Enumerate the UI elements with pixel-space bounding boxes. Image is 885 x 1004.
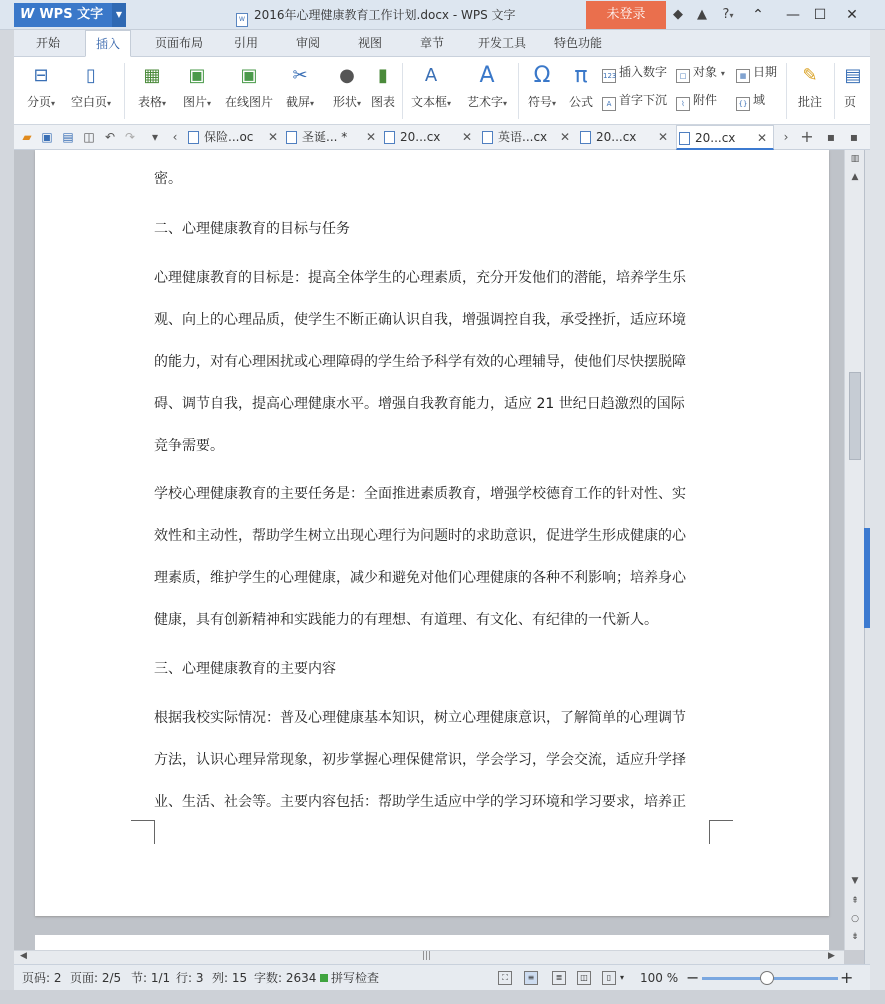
drop-cap-button[interactable]: A 首字下沉 [602,91,667,109]
tab-special-features[interactable]: 特色功能 [554,36,603,50]
background-window-edge-right [864,30,885,1004]
insert-number-button[interactable]: 123 插入数字 [602,63,667,81]
online-picture-icon: ▣ [240,65,258,86]
document-canvas[interactable] [14,150,844,950]
print-icon[interactable]: ▤ [62,130,74,144]
field-icon: {} [736,97,750,111]
scroll-up-icon[interactable]: ▲ [851,172,859,182]
tab-options-icon[interactable]: ▪ [849,130,859,144]
page-count[interactable]: 页面: 2/5 [70,971,122,985]
document-icon [286,131,297,144]
textbox-button[interactable]: A 文本框▾ [410,65,452,109]
zoom-out-icon[interactable]: − [686,968,700,987]
object-icon: □ [676,69,690,83]
close-button[interactable]: ✕ [846,7,858,23]
ribbon-insert [14,57,870,125]
header-footer-button[interactable]: ▤ 页 [840,61,860,119]
next-page-icon[interactable]: ⇟ [851,932,859,942]
table-icon: ▦ [143,65,161,86]
scroll-left-icon[interactable]: ◀ [20,951,27,961]
page-code[interactable]: 页码: 2 [22,971,62,985]
zoom-level[interactable]: 100 % [640,971,679,985]
full-screen-view-icon[interactable]: ⛶ [498,971,512,985]
doc-tab[interactable]: 保险...oc ✕ [186,125,278,150]
zoom-in-icon[interactable]: + [840,968,854,987]
vertical-scrollbar[interactable] [844,150,864,950]
close-tab-icon[interactable]: ✕ [365,130,376,144]
tab-home[interactable]: 开始 [36,36,61,50]
window-title [236,6,516,27]
wordart-icon: A [479,63,495,88]
doc-line: 学校心理健康教育的主要任务是：全面推进素质教育，增强学校德育工作的针对性、实 [154,486,686,502]
wps-logo-icon: W [20,7,35,22]
save-icon[interactable]: ▣ [41,130,53,144]
drop-cap-icon: A [602,97,616,111]
doc-line: 观、向上的心理品质，使学生不断正确认识自我，增强调控自我，承受挫折，适应环境 [154,312,686,328]
doc-line: 业、生活、社会等。主要内容包括：帮助学生适应中学的学习环境和学习要求，培养正 [154,794,686,810]
page-view-icon[interactable]: ≡ [524,971,538,985]
calendar-icon: ▦ [736,69,750,83]
symbol-button[interactable]: Ω 符号▾ [527,63,557,109]
previous-page-icon[interactable]: ⇞ [851,896,859,906]
window-title-text: 2016年心理健康教育工作计划.docx - WPS 文字 [254,8,516,22]
collapse-ribbon-button[interactable]: ⌃ [752,7,764,23]
split-view-icon[interactable]: ▥ [850,154,860,164]
page-break-button[interactable]: ⊟ 分页▾ [26,65,56,109]
row-indicator: 行: 3 [176,971,204,985]
document-icon [188,131,199,144]
document-icon [679,132,690,145]
new-tab-icon[interactable]: + [800,127,814,146]
print-preview-icon[interactable]: ◫ [83,130,95,144]
tab-view[interactable]: 视图 [358,36,383,50]
customize-dropdown-icon[interactable]: ▾ [151,130,159,144]
chevron-down-icon[interactable]: ▼ [112,3,126,27]
word-count[interactable]: 字数: 2634 [254,971,317,985]
chart-button[interactable]: ▮ 图表 [370,65,395,109]
login-button[interactable]: 未登录 [586,1,666,29]
help-icon[interactable]: ?▾ [722,7,734,22]
doc-line: 碍、调节自我，提高心理健康水平。增强自我教育能力，适应 21 世纪日趋激烈的国际 [154,396,685,412]
title-bar [0,0,885,30]
tab-page-layout[interactable]: 页面布局 [155,36,204,50]
margin-crop-mark-left [131,820,155,844]
web-view-icon[interactable]: ◫ [577,971,591,985]
tab-chapter[interactable]: 章节 [420,36,445,50]
doc-line: 方法，认识心理异常现象，初步掌握心理保健常识，学会学习，学会交流，适应升学择 [154,752,686,768]
document-page[interactable] [35,150,829,916]
scroll-down-icon[interactable]: ▼ [851,876,859,886]
close-tab-icon[interactable]: ✕ [461,130,472,144]
select-browse-object-icon[interactable]: ○ [851,914,859,924]
shape-button[interactable]: ● 形状▾ [332,65,362,109]
formula-button[interactable]: π 公式 [568,63,593,109]
close-tab-icon[interactable]: ✕ [657,130,668,144]
tab-list-icon[interactable]: ▪ [826,130,836,144]
next-page[interactable] [35,935,829,950]
online-picture-button[interactable]: ▣ 在线图片 [224,65,273,109]
document-tab-bar [14,125,870,150]
comment-button[interactable]: ✎ 批注 [797,65,822,109]
blank-page-icon: ▯ [86,65,96,86]
document-icon [580,131,591,144]
doc-line: 的能力，对有心理困扰或心理障碍的学生给予科学有效的心理辅导，使他们尽快摆脱障 [154,354,686,370]
table-button[interactable]: ▦ 表格▾ [137,65,167,109]
ribbon-tab-bar [14,30,870,57]
spell-check-toggle[interactable]: 拼写检查 [320,965,379,991]
screenshot-button[interactable]: ✂ 截屏▾ [285,65,315,109]
window-bottom-edge [0,990,885,1004]
doc-tab[interactable]: 英语...cx ✕ [480,125,570,150]
doc-line: 心理健康教育的目标是：提高全体学生的心理素质，充分开发他们的潜能，培养学生乐 [154,270,686,286]
app-menu-button[interactable] [14,3,126,27]
reading-mode-icon[interactable]: ▯ [602,971,616,985]
doc-line: 竞争需要。 [154,438,224,454]
app-name: WPS 文字 [39,7,104,22]
tab-developer[interactable]: 开发工具 [478,36,527,50]
shirt-icon[interactable]: ▲ [697,7,707,22]
horizontal-scrollbar[interactable] [14,950,844,964]
attachment-button[interactable]: ⌇ 附件 [676,91,717,109]
scissors-icon: ✂ [292,65,308,86]
doc-tab[interactable]: 20...cx ✕ [382,125,472,150]
column-indicator: 列: 15 [212,971,248,985]
chart-icon: ▮ [378,65,388,86]
blank-page-button[interactable]: ▯ 空白页▾ [70,65,112,109]
number-icon: 123 [602,69,616,83]
document-icon [482,131,493,144]
doc-heading: 二、心理健康教育的目标与任务 [154,221,350,237]
doc-tab[interactable]: 20...cx ✕ [578,125,668,150]
open-folder-icon[interactable]: ▰ [22,130,32,144]
doc-tab-active[interactable]: 20...cx ✕ [676,125,774,150]
doc-heading: 三、心理健康教育的主要内容 [154,661,336,677]
header-footer-icon: ▤ [844,65,862,86]
status-bar [14,964,870,990]
page-break-icon: ⊟ [33,65,49,86]
close-tab-icon[interactable]: ✕ [559,130,570,144]
doc-line: 健康，具有创新精神和实践能力的有理想、有道理、有文化、有纪律的一代新人。 [154,612,658,628]
scrollbar-thumb[interactable] [849,372,861,460]
redo-icon[interactable]: ↷ [124,130,136,144]
zoom-slider-knob[interactable] [760,971,774,985]
spell-check-status-icon [320,974,328,982]
outline-view-icon[interactable]: ≣ [552,971,566,985]
wordart-button[interactable]: A 艺术字▾ [466,63,508,109]
picture-button[interactable]: ▣ 图片▾ [182,65,212,109]
document-icon: W [236,13,248,27]
object-button[interactable]: □ 对象 ▾ [676,63,725,81]
scrollbar-grip[interactable]: ||| [422,951,432,961]
cloud-icon[interactable]: ◆ [673,7,683,22]
omega-icon: Ω [533,63,551,88]
minimize-button[interactable]: — [786,7,800,23]
doc-line: 效性和主动性，帮助学生树立出现心理行为问题时的求助意识，促进学生形成健康的心 [154,528,686,544]
doc-tab[interactable]: 圣诞... * ✕ [284,125,376,150]
close-tab-icon[interactable]: ✕ [756,131,767,145]
document-icon [384,131,395,144]
picture-icon: ▣ [188,65,206,86]
background-window-edge [0,30,14,1004]
field-button[interactable]: {} 域 [736,91,765,109]
doc-line: 理素质，维护学生的心理健康，减少和避免对他们心理健康的各种不利影响；培养身心 [154,570,686,586]
doc-line: 密。 [154,171,182,187]
date-button[interactable]: ▦ 日期 [736,63,777,81]
section-indicator[interactable]: 节: 1/1 [131,971,171,985]
doc-line: 根据我校实际情况：普及心理健康基本知识，树立心理健康意识，了解简单的心理调节 [154,710,686,726]
tab-references[interactable]: 引用 [234,36,259,50]
tab-scroll-left-icon[interactable]: ‹ [172,130,178,144]
side-panel-handle[interactable] [864,528,870,628]
tab-scroll-right-icon[interactable]: › [783,130,789,144]
comment-icon: ✎ [802,65,818,86]
view-dropdown-icon[interactable]: ▾ [620,973,625,982]
shape-icon: ● [339,65,355,86]
tab-review[interactable]: 审阅 [296,36,321,50]
undo-icon[interactable]: ↶ [104,130,116,144]
close-tab-icon[interactable]: ✕ [267,130,278,144]
margin-crop-mark-right [709,820,733,844]
tab-insert[interactable]: 插入 [85,30,131,57]
maximize-button[interactable]: ☐ [813,7,827,23]
paperclip-icon: ⌇ [676,97,690,111]
scroll-right-icon[interactable]: ▶ [828,951,835,961]
pi-icon: π [574,63,588,88]
textbox-icon: A [424,65,438,86]
